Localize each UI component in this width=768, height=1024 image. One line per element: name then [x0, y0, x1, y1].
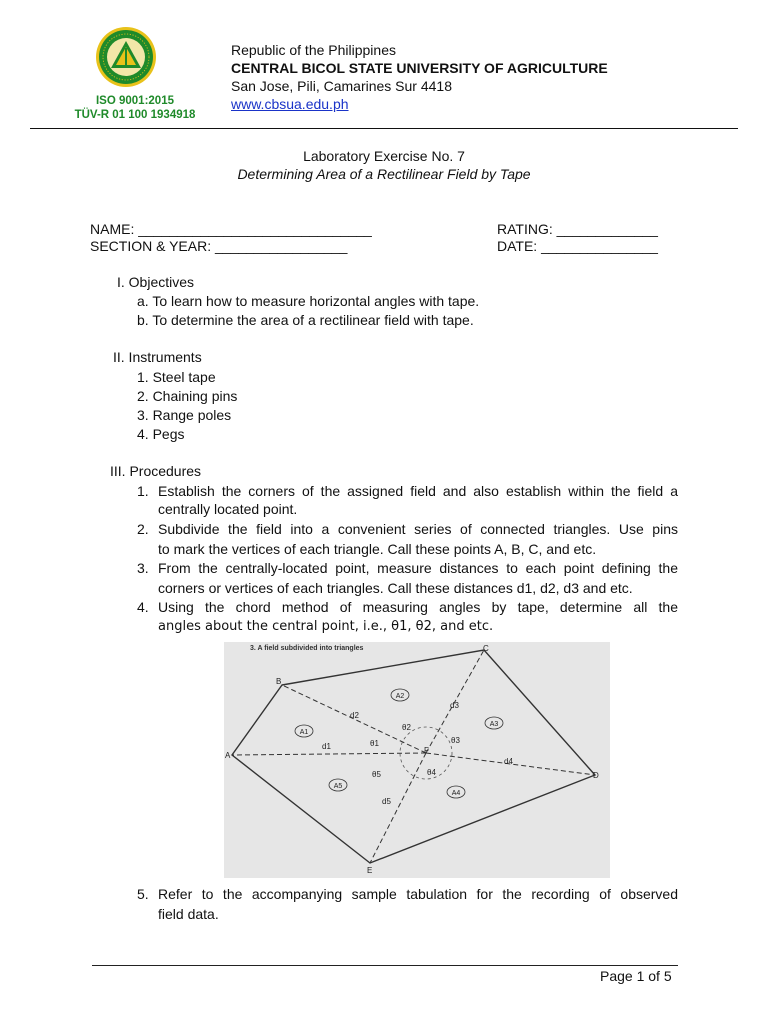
figure-caption: 3. A field subdivided into triangles: [250, 645, 364, 652]
procedure-text: angles about the central point, i.e., θ1, θ2, and etc.: [158, 619, 494, 634]
procedure-text: field data.: [158, 906, 219, 922]
header-divider: [30, 128, 738, 129]
section-year-field: SECTION & YEAR: _________________: [90, 238, 348, 254]
angle-label: θ4: [427, 768, 436, 777]
area-label: A4: [451, 790, 461, 797]
objective-item: a. To learn how to measure horizontal angles with tape.: [137, 293, 480, 309]
angle-label: θ2: [402, 723, 411, 732]
procedure-text: Refer to the accompanying sample tabulation for the recording of observed: [158, 886, 678, 902]
exercise-title: Laboratory Exercise No. 7: [303, 148, 465, 164]
procedure-text: From the centrally-located point, measure distances to each point defining the: [158, 560, 678, 576]
distance-label: d4: [504, 757, 513, 766]
exercise-subtitle: Determining Area of a Rectilinear Field by Tape: [237, 166, 531, 182]
distance-label: d2: [350, 711, 359, 720]
tuv-certification: TÜV-R 01 100 1934918: [74, 109, 196, 121]
procedure-number: 5.: [137, 886, 149, 902]
angle-label: θ5: [372, 770, 381, 779]
instrument-item: 1. Steel tape: [137, 369, 216, 385]
republic-line: Republic of the Philippines: [231, 42, 396, 58]
area-label: A1: [299, 729, 309, 736]
instrument-item: 2. Chaining pins: [137, 388, 238, 404]
angle-label: θ3: [451, 736, 460, 745]
rating-field: RATING: _____________: [497, 221, 658, 237]
area-label: A3: [489, 721, 499, 728]
website-link[interactable]: www.cbsua.edu.ph: [231, 96, 349, 112]
instruments-heading: II. Instruments: [113, 349, 202, 365]
procedure-text: to mark the vertices of each triangle. Call these points A, B, C, and etc.: [158, 541, 597, 557]
procedure-number: 4.: [137, 599, 149, 615]
iso-certification: ISO 9001:2015: [95, 95, 174, 107]
procedure-text: centrally located point.: [158, 501, 298, 517]
point-c: C: [483, 644, 489, 653]
objective-item: b. To determine the area of a rectilinear field with tape.: [137, 312, 474, 328]
point-a: A: [225, 751, 231, 760]
instrument-item: 4. Pegs: [137, 426, 185, 442]
address-line: San Jose, Pili, Camarines Sur 4418: [231, 78, 452, 94]
point-e: E: [367, 866, 373, 875]
procedure-number: 3.: [137, 560, 149, 576]
procedure-text: Subdivide the field into a convenient series of connected triangles. Use pins: [158, 521, 678, 537]
procedure-text: Using the chord method of measuring angles by tape, determine all the: [158, 599, 678, 615]
procedure-number: 1.: [137, 483, 149, 499]
area-label: A5: [333, 783, 343, 790]
page-number: Page 1 of 5: [600, 968, 672, 984]
name-field: NAME: ______________________________: [90, 221, 372, 237]
distance-label: d5: [382, 797, 391, 806]
distance-label: d1: [322, 742, 331, 751]
angle-label: θ1: [370, 739, 379, 748]
field-diagram-photo: [224, 642, 610, 878]
procedures-heading: III. Procedures: [110, 463, 202, 479]
objectives-heading: I. Objectives: [117, 274, 195, 290]
point-b: B: [276, 677, 282, 686]
instrument-item: 3. Range poles: [137, 407, 232, 423]
date-field: DATE: _______________: [497, 238, 658, 254]
university-seal: [95, 26, 157, 88]
point-d: D: [593, 771, 599, 780]
distance-label: d3: [450, 701, 459, 710]
procedure-text: corners or vertices of each triangles. Call these distances d1, d2, d3 and etc.: [158, 580, 633, 596]
area-label: A2: [395, 693, 405, 700]
point-f: F: [424, 746, 429, 755]
procedure-text: Establish the corners of the assigned field and also establish within the field a: [158, 483, 678, 499]
university-name: CENTRAL BICOL STATE UNIVERSITY OF AGRICULTURE: [231, 60, 608, 76]
procedure-number: 2.: [137, 521, 149, 537]
footer-divider: [92, 965, 678, 966]
